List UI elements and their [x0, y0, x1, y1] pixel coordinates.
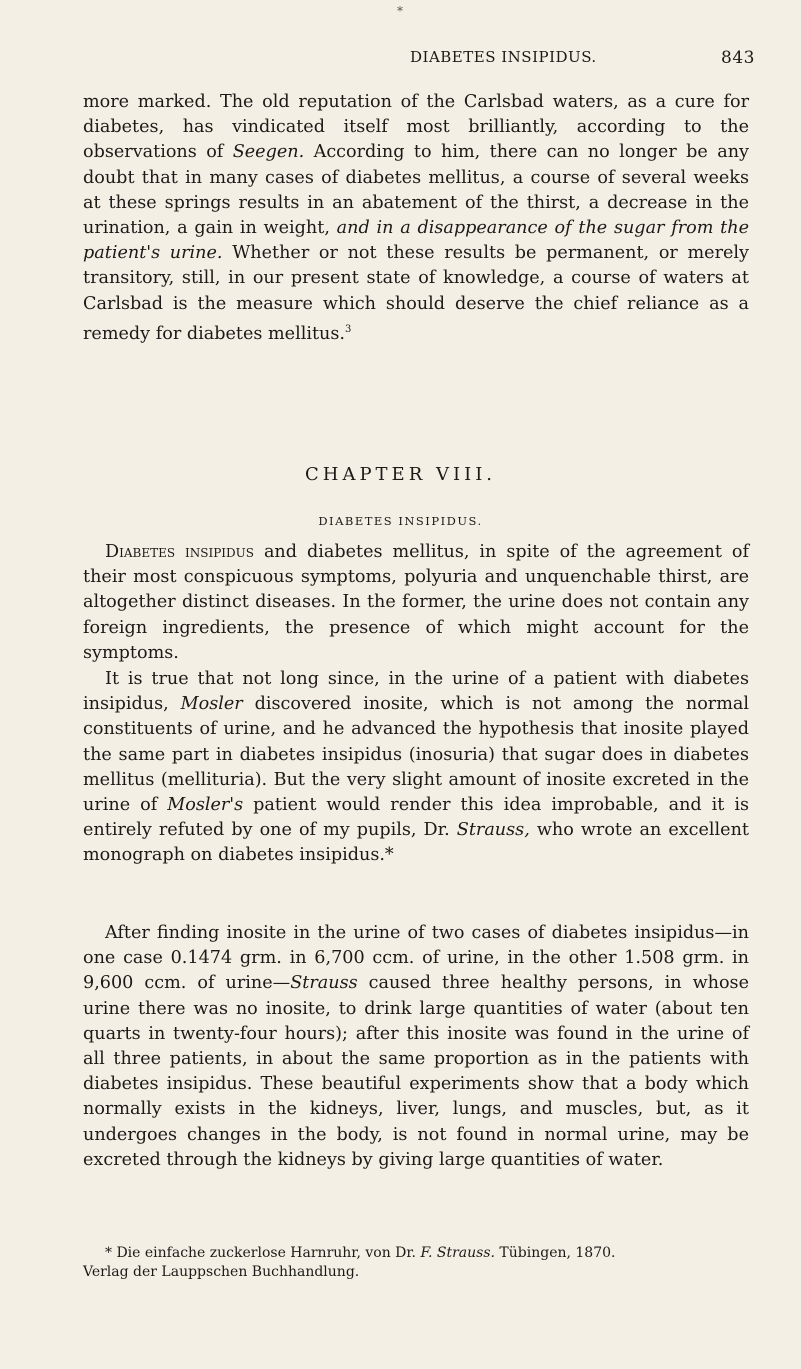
chapter-subheading: DIABETES INSIPIDUS. — [318, 514, 483, 528]
lead-words: Diabetes insipidus — [105, 542, 254, 562]
paragraph-intro: Diabetes insipidus and diabetes mellitus, in spite of the agreement of their most conspicuous symptoms, polyuria and unquenchable thirst, are altogether distinct diseases. In the former, the urine does not contain any foreign ingredients, the presence of which might account for the symptoms. — [83, 542, 750, 663]
footnote-author: F. Strauss. — [420, 1245, 495, 1261]
top-mark: * — [397, 4, 403, 18]
author-strauss-2: Strauss — [290, 973, 358, 994]
author-seegen: Seegen. — [232, 142, 305, 163]
author-mosler: Mosler — [180, 694, 243, 715]
page-number: 843 — [721, 48, 755, 68]
footnote-publisher: Verlag der Lauppschen Buchhandlung. — [83, 1264, 360, 1280]
paragraph-experiments: After finding inosite in the urine of two cases of diabetes insipidus—in one case 0.1474 grm. in 6,700 ccm. of urine, in the other 1.508 grm. in 9,600 ccm. of urine—Strauss caused three healthy persons, in whose urine there was no inosite, to drink large quantities of water (about ten quarts in twenty-four hours); after this inosite was found in the urine of all three patients, in about the same proportion as in the patients with diabetes insipidus. These beautiful experiments show that a body which normally exists in the kidneys, liver, lungs, and muscles, but, as it undergoes changes in the body, is not found in normal urine, may be excreted through the kidneys by giving large quantities of water. — [83, 923, 750, 1170]
chapter-heading: CHAPTER VIII. — [304, 464, 497, 485]
author-mosler-possessive: Mosler's — [167, 795, 244, 816]
emphasis-sugar: and in a disappearance of the sugar from the patient's urine. — [83, 218, 749, 264]
note-ref: 3 — [344, 323, 352, 335]
footnote: * Die einfache zuckerlose Harnruhr, von Dr. F. Strauss. Tübingen, 1870. Verlag der Lauppschen Buchhandlung. — [83, 1244, 749, 1282]
paragraph-mosler: It is true that not long since, in the urine of a patient with diabetes insipidus, Mosler discovered inosite, which is not among the normal constituents of urine, and he advanced the hypothesis that inosite played the same part in diabetes insipidus (inosuria) that sugar does in diabetes mellitus (mellituria). But the very slight amount of inosite excreted in the urine of Mosler's patient would render this idea improbable, and it is entirely refuted by one of my pupils, Dr. Strauss, who wrote an excellent monograph on diabetes insipidus.* — [83, 669, 749, 866]
author-strauss: Strauss, — [456, 820, 530, 841]
running-head-title: DIABETES INSIPIDUS. — [410, 48, 597, 66]
paragraph-carlsbad: more marked. The old reputation of the Carlsbad waters, as a cure for diabetes, has vindicated itself most brilliantly, according to the observations of Seegen. According to him, there can no longer be any doubt that in many cases of diabetes mellitus, a course of several weeks at these springs results in an abatement of the thirst, a decrease in the urination, a gain in weight, and in a disappearance of the sugar from the patient's urine. Whether or not these results be permanent, or merely transitory, still, in our present state of knowledge, a course of waters at Carlsbad is the measure which should deserve the chief reliance as a remedy for diabetes mellitus.$^3$ — [83, 92, 749, 344]
